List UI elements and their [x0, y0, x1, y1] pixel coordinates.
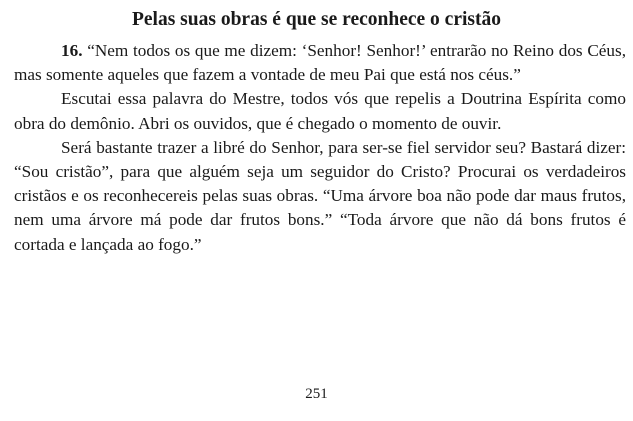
paragraph-1-text: “Nem todos os que me dizem: ‘Senhor! Senhor!’ entrarão no Reino dos Céus, mas somente aqueles que fazem a vontade de meu Pai que está nos céus.” [14, 41, 626, 85]
item-number: 16. [61, 41, 83, 60]
paragraph-1 [14, 39, 626, 87]
body-text [14, 39, 626, 257]
page-number: 251 [305, 386, 328, 402]
paragraph-2: Escutai essa palavra do Mestre, todos vós que repelis a Doutrina Espírita como obra do demônio. Abri os ouvidos, que é chegado o momento de ouvir. [14, 89, 626, 133]
paragraph-3: Será bastante trazer a libré do Senhor, para ser-se fiel servidor seu? Bastará dizer: “Sou cristão”, para que alguém seja um seguidor do Cristo? Procurai os verdadeiros cristãos e os reconhecereis pelas suas obras. “Uma árvore boa não pode dar maus frutos, nem uma árvore má pode dar frutos bons.” “Toda árvore que não dá bons frutos é cortada e lançada ao fogo.” [14, 137, 626, 254]
section-heading: Pelas suas obras é que se reconhece o cristão [131, 9, 501, 30]
